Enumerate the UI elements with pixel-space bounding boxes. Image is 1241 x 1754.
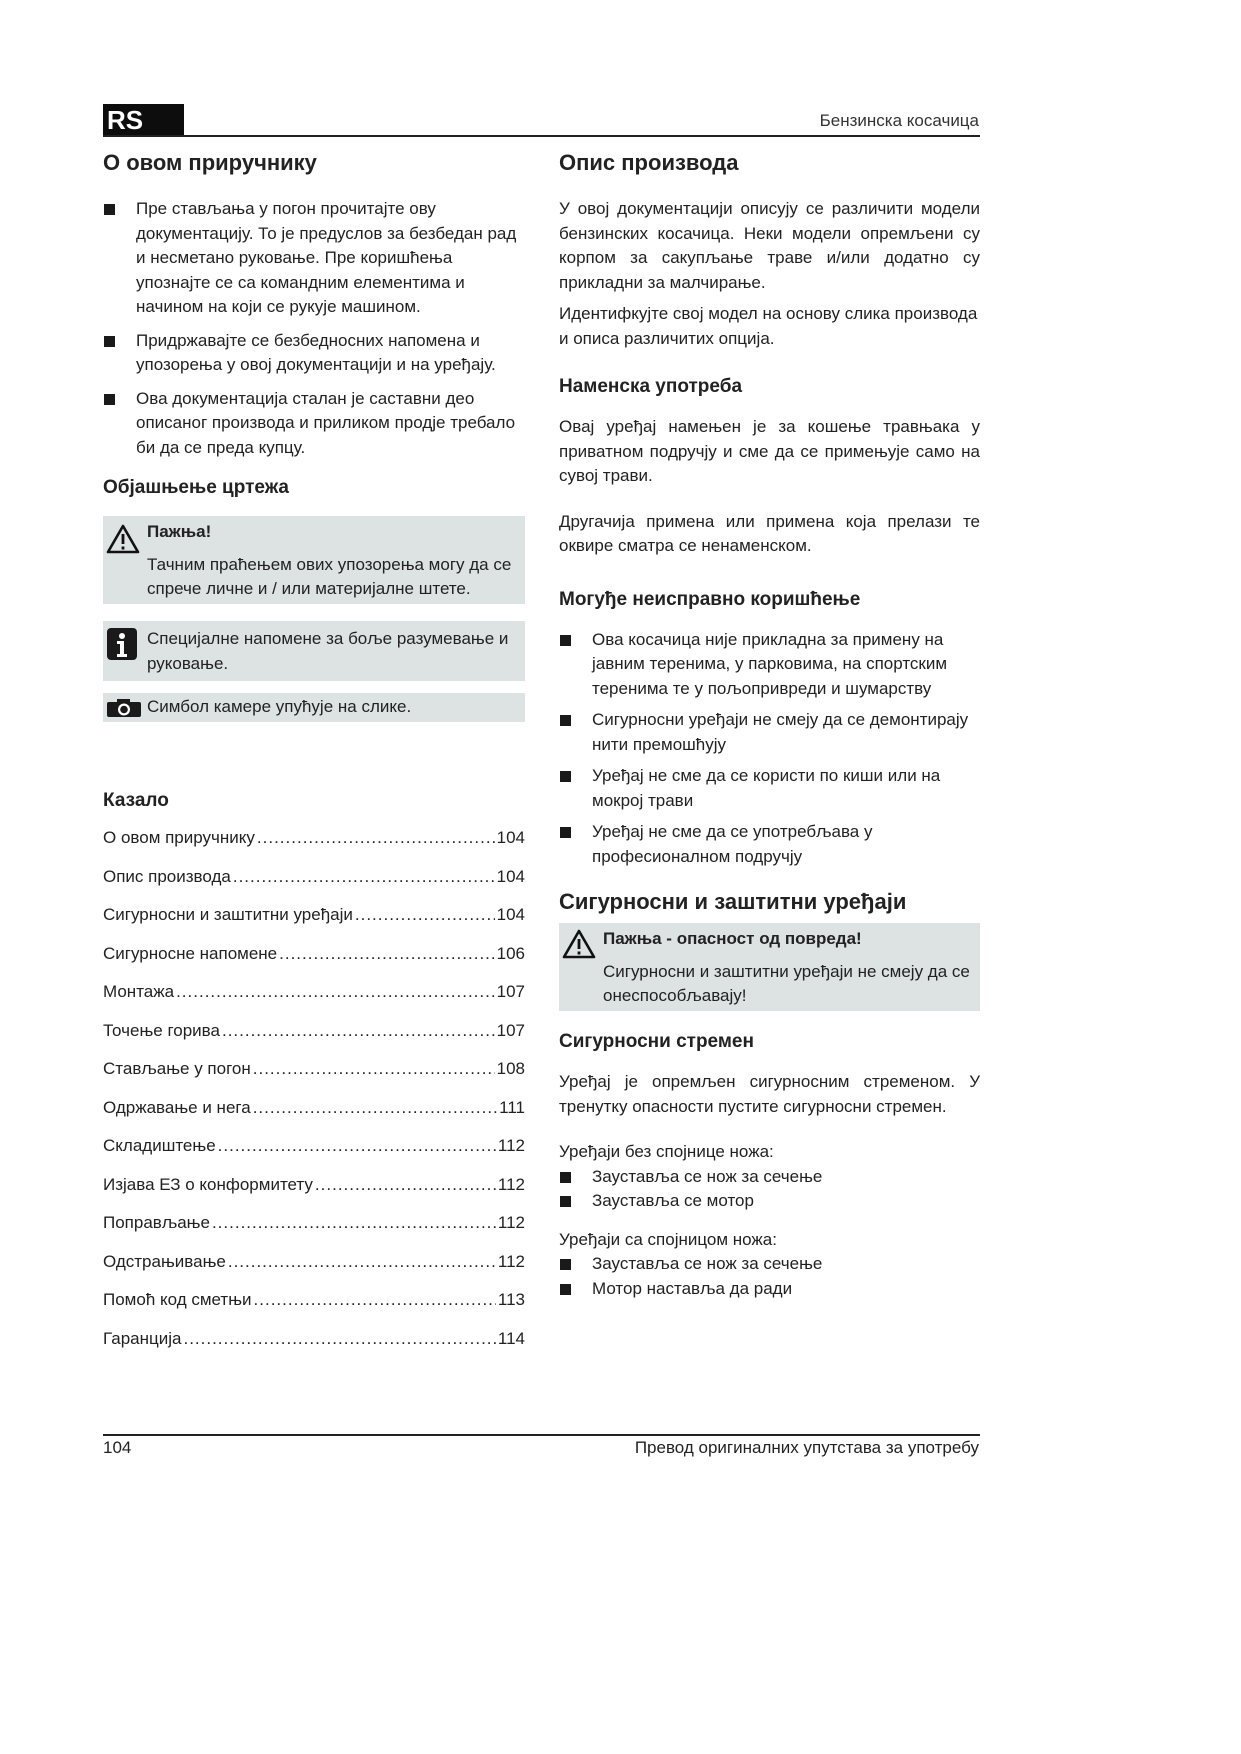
header-rule [103,135,980,137]
toc-entry[interactable]: Одстрањивање ..... 112 [103,1252,525,1291]
warning-notice [103,516,525,604]
danger-notice [559,923,980,1011]
toc-entry[interactable]: Опис производа ..... 104 [103,867,525,906]
warning-title: Пажња! [147,522,212,541]
about-list [103,197,525,460]
intended-use-heading: Наменска употреба [559,376,743,397]
safety-devices-heading: Сигурносни и заштитни уређаји [559,889,907,914]
no-clutch-list [559,1165,980,1214]
camera-icon [106,698,142,726]
language-badge: RS [103,104,184,136]
info-notice [103,621,525,681]
about-heading: О овом приручнику [103,150,317,175]
toc-entry[interactable]: Одржавање и нега ..... 111 [103,1098,525,1137]
info-icon [106,627,138,669]
clutch-item: Мотор наставља да ради [559,1277,980,1302]
footer-note: Превод оригиналних упутстава за употребу [634,1438,979,1457]
toc-heading: Казало [103,790,169,811]
footer-rule [103,1434,980,1436]
intended-use-paragraph: Овај уређај намењен је за кошење травњака у приватном подручју и сме да се примењује само на сувој трави. [559,417,980,485]
no-clutch-label: Уређаји без спојнице ножа: [559,1142,774,1161]
clutch-list [559,1252,980,1301]
toc-entry[interactable]: Сигурносни и заштитни уређаји ..... 104 [103,905,525,944]
no-clutch-item: Зауставља се нож за сечење [559,1165,980,1190]
misuse-heading: Могуђе неисправно коришћење [559,588,861,610]
toc-entry[interactable]: Поправљање ..... 112 [103,1213,525,1252]
header-title: Бензинска косачица [819,111,979,130]
left-column [103,150,525,1367]
camera-text: Симбол камере упућује на слике. [147,697,412,716]
toc-entry[interactable]: Изјава ЕЗ о конформитету ..... 112 [103,1175,525,1214]
product-paragraph: Идентифкујте свој модел на основу слика производа и описа различитих опција. [559,304,978,348]
danger-text: Сигурносни и заштитни уређаји не смеју да се онеспособљавају! [603,961,970,1005]
camera-notice [103,693,525,722]
toc-entry[interactable]: О овом приручнику ..... 104 [103,828,525,867]
safety-bar-heading: Сигурносни стремен [559,1031,754,1052]
misuse-item: Ова косачица није прикладна за примену на јавним теренима, у парковима, на спортским теренима те у пољопривреди и шумарству [559,628,980,702]
misuse-item: Сигурносни уређаји не смеју да се демонтирају нити премошћују [559,708,980,757]
page-number: 104 [103,1438,132,1457]
product-heading: Опис производа [559,150,739,175]
toc-entry[interactable]: Сигурносне напомене ..... 106 [103,944,525,983]
misuse-item: Уређај не сме да се користи по киши или на мокрој трави [559,764,980,813]
toc-entry[interactable]: Помоћ код сметњи ..... 113 [103,1290,525,1329]
no-clutch-item: Зауставља се мотор [559,1189,980,1214]
warning-triangle-icon [106,524,140,562]
toc-entry[interactable]: Точење горива ..... 107 [103,1021,525,1060]
intended-use-paragraph: Другачија примена или примена која прелази те оквире сматра се ненаменском. [559,511,980,555]
clutch-label: Уређаји са спојницом ножа: [559,1229,777,1249]
toc-entry[interactable]: Гаранција ..... 114 [103,1329,525,1368]
table-of-contents [103,828,525,1367]
misuse-item: Уређај не сме да се употребљава у професионалном подручју [559,820,980,869]
clutch-item: Зауставља се нож за сечење [559,1252,980,1277]
legend-heading: Објашњење цртежа [103,477,289,498]
danger-title: Пажња - опасност од повреда! [603,929,862,948]
toc-entry[interactable]: Монтажа ..... 107 [103,982,525,1021]
info-text: Специјалне напомене за боље разумевање и руковање. [147,629,509,673]
toc-entry[interactable]: Складиштење ..... 112 [103,1136,525,1175]
misuse-list [559,628,980,870]
warning-text: Тачним праћењем ових упозорења могу да се спрече личне и / или материјалне штете. [147,554,512,598]
safety-bar-paragraph: Уређај је опремљен сигурносним стременом. У тренутку опасности пустите сигурносни стремен. [559,1072,980,1116]
product-paragraph: У овој документацији описују се различити модели бензинских косачица. Неки модели опремљени су корпом за сакупљање траве и/или додатно су прикладни за малчирање. [559,199,980,292]
about-item: Придржавајте се безбедносних напомена и упозорења у овој документацији и на уређају. [103,329,525,378]
about-item: Ова документација сталан је саставни део описаног производа и приликом продје требало би да се преда купцу. [103,387,525,461]
toc-entry[interactable]: Стављање у погон ..... 108 [103,1059,525,1098]
warning-triangle-icon [562,929,596,967]
about-item: Пре стављања у погон прочитајте ову документацију. То је предуслов за безбедан рад и несметано руковање. Пре коришћења упознајте се са командним елементима и начином на који се рукује машином. [103,197,525,320]
right-column [559,150,980,1301]
